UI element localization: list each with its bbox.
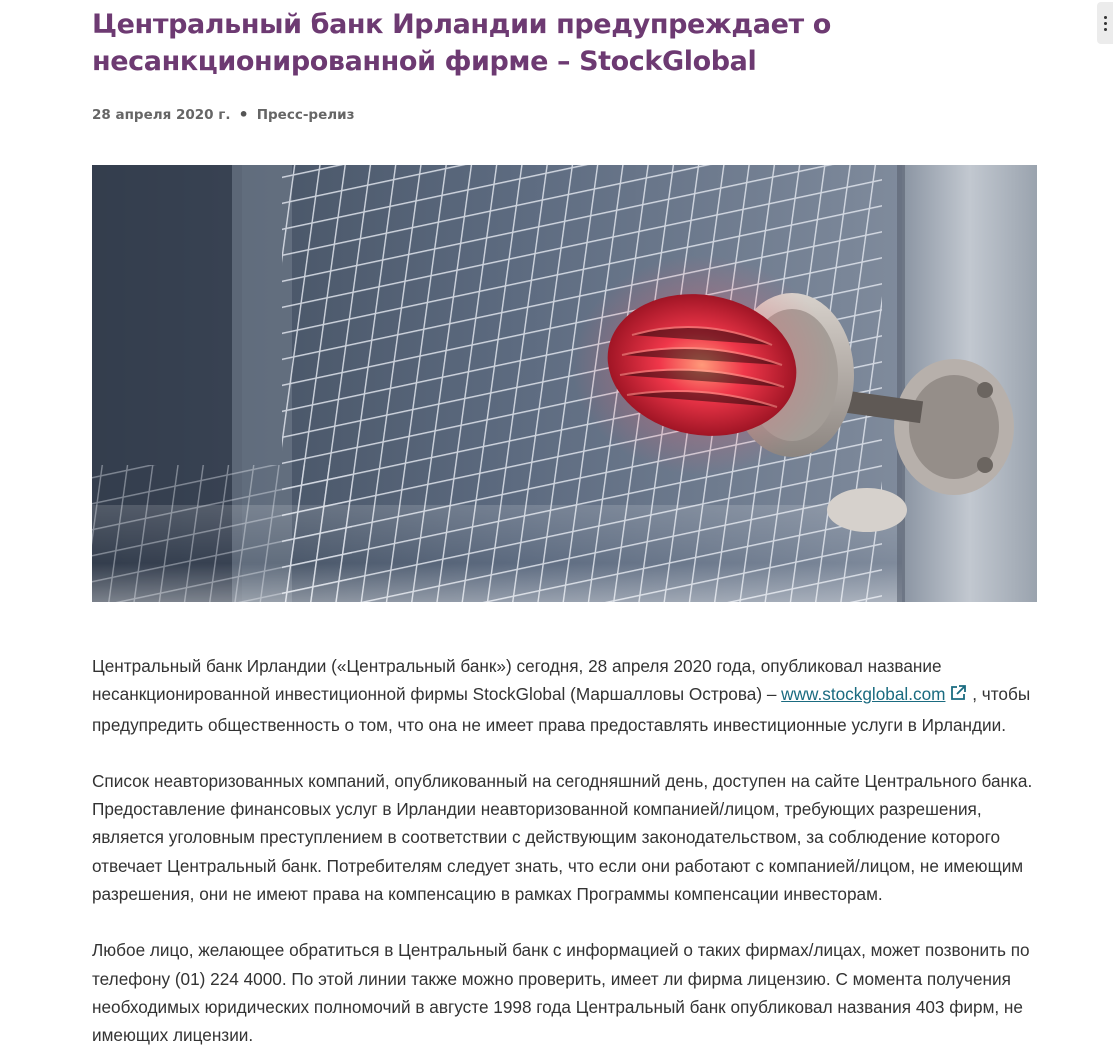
dot-icon xyxy=(1104,22,1107,25)
page-title: Центральный банк Ирландии предупреждает о несанкционированной фирме – StockGlobal xyxy=(92,9,831,77)
external-link-icon[interactable] xyxy=(949,682,967,710)
red-alarm-light-image xyxy=(92,165,1037,602)
article-body xyxy=(92,652,1042,1056)
article-header xyxy=(92,0,1037,124)
paragraph-3: Любое лицо, желающее обратиться в Центральный банк с информацией о таких фирмах/лицах, может позвонить по телефону (01) 224 4000. По этой линии также можно проверить, имеет ли фирма лицензию. С момента получения необходимых юридических полномочий в августе 1998 года Центральный банк опубликовал названия 403 фирм, не имеющих лицензии. xyxy=(92,940,1030,1046)
meta-separator: • xyxy=(238,105,249,124)
publish-date: 28 апреля 2020 г. xyxy=(92,106,231,123)
stockglobal-link[interactable]: www.stockglobal.com xyxy=(781,684,946,705)
article-meta xyxy=(92,105,1037,124)
paragraph-1-text: Центральный банк Ирландии («Центральный банк») сегодня, 28 апреля 2020 года, опубликовал название несанкционированной инвестиционной фирмы StockGlobal (Маршалловы Острова) – xyxy=(92,656,942,705)
paragraph-1 xyxy=(92,652,1042,739)
paragraph-1-tail: , чтобы предупредить общественность о том, что она не имеет права предоставлять инвестиционные услуги в Ирландии. xyxy=(92,684,1031,735)
dot-icon xyxy=(1104,16,1107,19)
dot-icon xyxy=(1104,28,1107,31)
hero-image xyxy=(92,165,1037,602)
category-label: Пресс-релиз xyxy=(256,106,355,123)
side-menu-button[interactable] xyxy=(1097,2,1113,44)
paragraph-2: Список неавторизованных компаний, опубликованный на сегодняшний день, доступен на сайте Центрального банка. Предоставление финансовых услуг в Ирландии неавторизованной компанией/лицом, требующих разрешения, является уголовным преступлением в соответствии с действующим законодательством, за соблюдение которого отвечает Центральный банк. Потребителям следует знать, что если они работают с компанией/лицом, не имеющим разрешения, они не имеют права на компенсацию в рамках Программы компенсации инвесторам. xyxy=(92,770,1033,905)
